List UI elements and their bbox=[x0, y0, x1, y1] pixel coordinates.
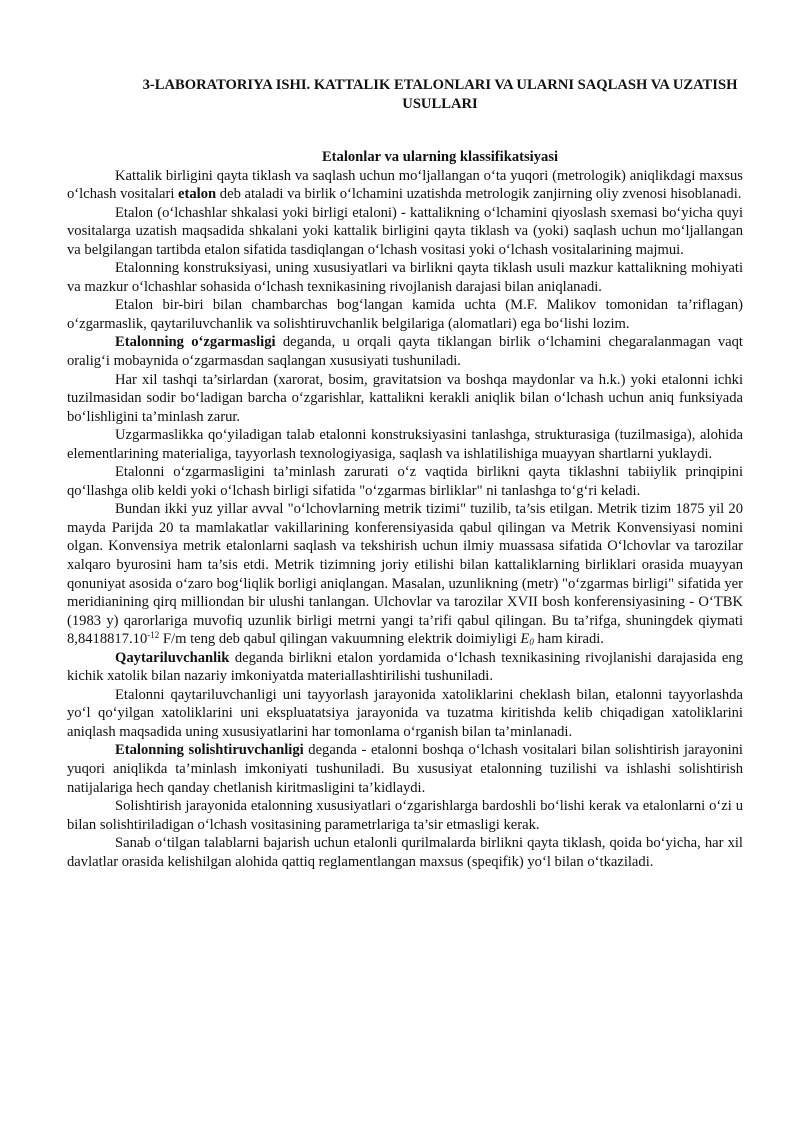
section-heading: Etalonlar va ularning klassifikatsiyasi bbox=[321, 149, 559, 165]
paragraph-comparability bbox=[67, 741, 743, 797]
paragraph-etalon-definition bbox=[67, 167, 743, 204]
paragraph-invariance bbox=[67, 333, 743, 370]
term-bold: Qaytariluvchanlik bbox=[115, 649, 230, 666]
paragraph-text: ham kiradi. bbox=[533, 631, 604, 648]
paragraph-regulations: Sanab o‘tilgan talablarni bajarish uchun etalonli qurilmalarda birlikni qayta tiklash, qoida bo‘yicha, har xil davlatlar orasida kelishilgan alohida qattiq reglamentlangan maxsus (speqifik) yo‘l bilan o‘tkaziladi. bbox=[67, 835, 743, 870]
paragraph-text: Kattalik birligini qayta tiklash va saqlash uchun mo‘ljallangan o‘ta yuqori (metrologik) aniqlikdagi maxsus o‘lchash vositalari bbox=[67, 167, 743, 203]
paragraph-text: deganda birlikni etalon yordamida o‘lchash texnikasining rivojlanishi darajasida eng kichik xatolik bilan nazariy imkoniyatda materiallashtirilishi tushuniladi. bbox=[67, 649, 743, 685]
paragraph-comparison-process: Solishtirish jarayonida etalonning xususiyatlari o‘zgarishlarga bardoshli bo‘lishi kerak va etalonlarni o‘zi u bilan solishtiriladigan o‘lchash vositasining parametrlariga ta’sir etmasligi kerak. bbox=[67, 798, 743, 833]
paragraph-requirements: Uzgarmaslikka qo‘yiladigan talab etalonni konstruksiyasini tanlashga, strukturasiga (tuzilmasiga), alohida elementlarining materialiga, tayyorlash texnologiyasiga, saqlash va ishlatilishiga muayyan shartlarni yuklaydi. bbox=[67, 427, 743, 462]
paragraph-reproducibility-detail: Etalonni qaytariluvchanligi uni tayyorlash jarayonida xatoliklarini cheklash bilan, etalonni tayyorlashda yo‘l qo‘yilgan xatoliklarini uni ekspluatatsiya jarayonida va tuzatma kiritishda kelib chiqadigan xatoliklarini aniqlash maqsadida uning xususiyatlarini har tomonlama o‘rganish bilan ta’minlanadi. bbox=[67, 686, 743, 740]
paragraph-natural-principle: Etalonni o‘zgarmasligini ta’minlash zarurati o‘z vaqtida birlikni qayta tiklashni tabiiylik prinqipini qo‘llashga olib keldi yoki o‘lchash birligi sifatida "o‘zgarmas birliklar" ni tanlashga to‘g‘ri keladi. bbox=[67, 464, 743, 499]
term-bold: Etalonning o‘zgarmasligi bbox=[115, 334, 276, 351]
exponent: -12 bbox=[147, 630, 160, 641]
paragraph-reproducibility bbox=[67, 649, 743, 686]
paragraph-text: deganda - etalonni boshqa o‘lchash vositalari bilan solishtirish jarayonini yuqori aniqlikda ta’minlash imkoniyati tushuniladi. Bu xususiyat etalonning tuzilishi va ishlashi solishtirish natijalariga hech qanday chetlanish kiritmasligini ta’kidlaydi. bbox=[67, 742, 743, 796]
paragraph-three-properties: Etalon bir-biri bilan chambarchas bog‘langan kamida uchta (M.F. Malikov tomonidan ta’riflagan) o‘zgarmaslik, qaytariluvchanlik va solishtiruvchanlik belgilariga (alomatlari) ega bo‘lishi lozim. bbox=[67, 297, 743, 332]
paragraph-text: F/m teng deb qabul qilingan vakuumning elektrik doimiyligi bbox=[159, 631, 521, 648]
term-bold: Etalonning solishtiruvchanligi bbox=[115, 742, 304, 759]
paragraph-metric-system bbox=[67, 500, 743, 648]
symbol-subscript: 0 bbox=[529, 637, 534, 648]
paragraph-text: deb ataladi va birlik o‘lchamini uzatishda metrologik zanjirning oliy zvenosi hisoblanadi. bbox=[216, 186, 742, 203]
paragraph-text: deganda, u orqali qayta tiklangan birlik o‘lchamini chegaralanmagan vaqt oralig‘i mobaynida o‘zgarmasdan saqlangan xususiyati tushuniladi. bbox=[67, 334, 743, 369]
page-title: 3-LABORATORIYA ISHI. KATTALIK ETALONLARI VA ULARNI SAQLASH VA UZATISH USULLARI bbox=[142, 77, 738, 112]
paragraph-text: Bundan ikki yuz yillar avval "o‘lchovlarning metrik tizimi" tuzilib, ta’sis etilgan. Metrik tizim 1875 yil 20 mayda Parijda 20 ta mamlakatlar vakillarining konferensiyasida qabul qilingan va Metrik Konvensiyasi nomini olgan. Konvensiya metrik etalonlarni saqlash va tekshirish uchun ilmiy muassasa sifatida O‘lchovlar va tarozilar xalqaro byurosini ham ta’sis etdi. Metrik tizimning joriy etilishi bilan kattaliklarning birliklari orasida muayyan qonuniyat asosida o‘zaro bog‘liqlik borligi aniqlangan. Masalan, uzunlikning (metr) "o‘zgarmas birligi" sifatida yer meridianining qirq milliondan bir ulushi tanlangan. Ulchovlar va tarozilar XVII bosh konferensiyasining - O‘TBK (1983 y) qarorlariga muvofiq uzunlik birligi metrni yangi ta’rifi qabul qilingan. Bu ta’rifga, shuningdek qiymati 8,8418817.10 bbox=[67, 501, 743, 648]
paragraph-external-influences: Har xil tashqi ta’sirlardan (xarorat, bosim, gravitatsion va boshqa maydonlar va h.k.) yoki etalonni ichki tuzilmasidan sodir bo‘ladigan barcha o‘zgarishlar, kattalikni kerakli aniqlik bilan o‘lchash uchun aniq funksiyada bo‘lishligini ta’minlash zarur. bbox=[67, 371, 743, 425]
paragraph-etalon-scale: Etalon (o‘lchashlar shkalasi yoki birligi etaloni) - kattalikning o‘lchamini qiyoslash sxemasi bo‘yicha quyi vositalarga uzatish maqsadida shkalani yoki kattalik birligini qayta tiklash va (yoki) saqlash uchun mo‘ljallangan va belgilangan tartibda etalon sifatida tasdiqlangan o‘lchash vositasi yoki o‘lchash vositalarining majmui. bbox=[67, 204, 743, 258]
symbol-e: E bbox=[520, 631, 530, 648]
paragraph-construction: Etalonning konstruksiyasi, uning xususiyatlari va birlikni qayta tiklash usuli mazkur kattalikning mohiyati va mazkur o‘lchashlar sohasida o‘lchash texnikasining rivojlanish darajasi bilan aniqlanadi. bbox=[67, 260, 743, 295]
term-bold: etalon bbox=[178, 186, 217, 203]
